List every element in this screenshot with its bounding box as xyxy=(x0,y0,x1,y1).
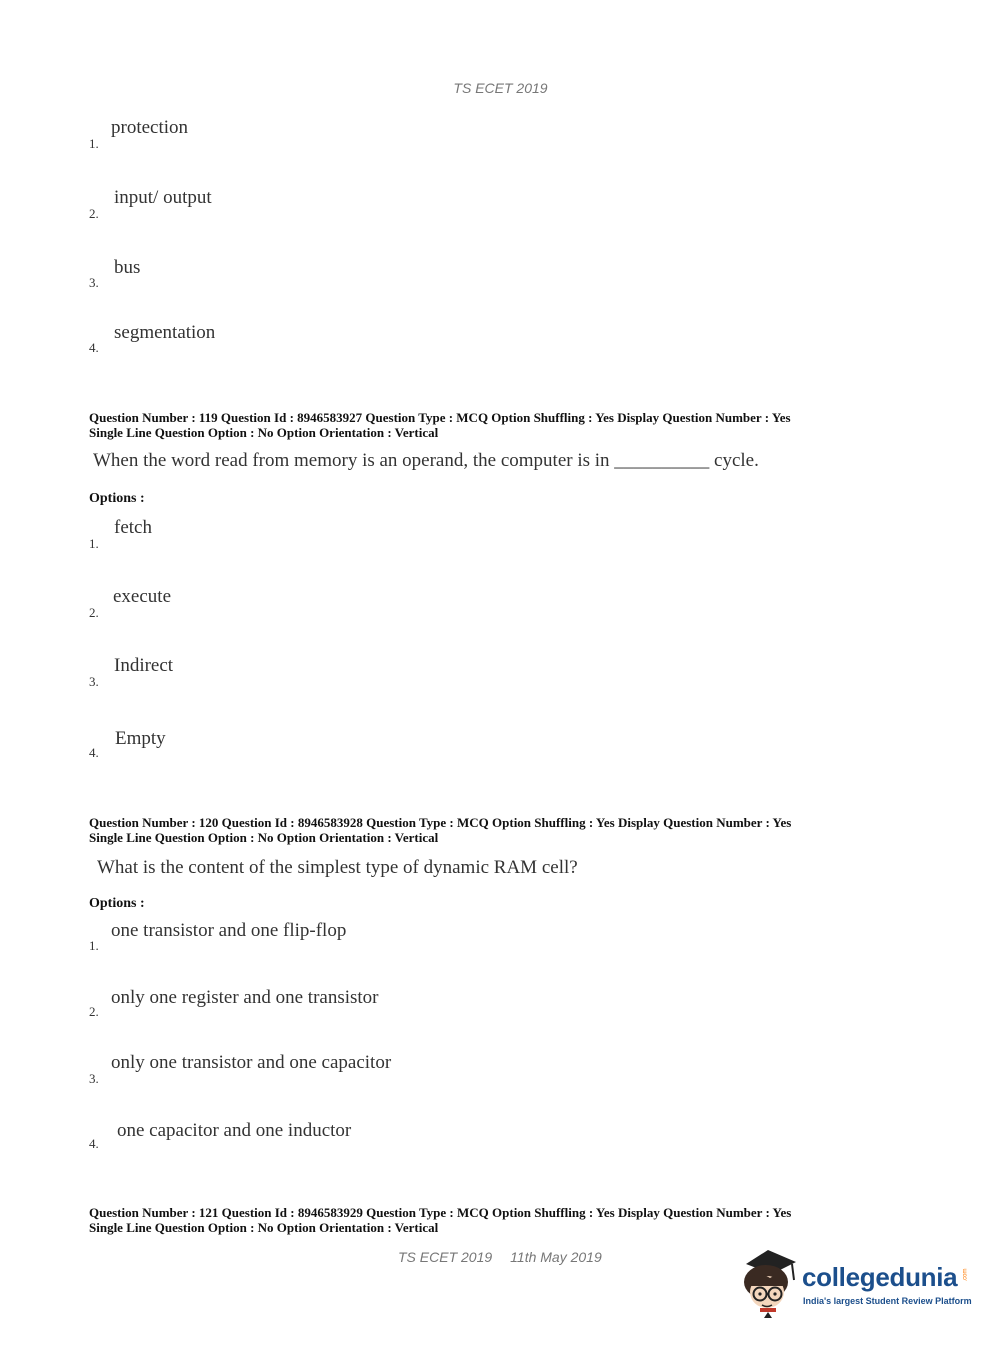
option-number: 1. xyxy=(89,136,99,151)
footer-date: 11th May 2019 xyxy=(510,1249,602,1265)
logo-tagline: India's largest Student Review Platform xyxy=(803,1296,972,1306)
logo-name: collegedunia xyxy=(802,1262,958,1292)
question-meta-line2: Single Line Question Option : No Option Orientation : Vertical xyxy=(89,1220,439,1235)
option-text: bus xyxy=(114,257,141,278)
option-text: segmentation xyxy=(114,322,216,343)
logo-suffix: .com xyxy=(962,1268,969,1282)
option-text: execute xyxy=(113,586,172,607)
page-header-title: TS ECET 2019 xyxy=(453,80,548,96)
question-meta-line2: Single Line Question Option : No Option Orientation : Vertical xyxy=(89,830,439,845)
option-text: only one register and one transistor xyxy=(111,987,379,1008)
option-number: 4. xyxy=(89,340,99,355)
question-meta-line1: Question Number : 120 Question Id : 8946583928 Question Type : MCQ Option Shuffling : Yes Display Question Number : Yes xyxy=(89,815,792,830)
question-meta-line1: Question Number : 121 Question Id : 8946583929 Question Type : MCQ Option Shuffling : Yes Display Question Number : Yes xyxy=(89,1205,792,1220)
option-text: protection xyxy=(111,117,189,138)
option-number: 2. xyxy=(89,1004,99,1019)
option-text: only one transistor and one capacitor xyxy=(111,1052,392,1073)
option-number: 4. xyxy=(89,745,99,760)
option-text: one capacitor and one inductor xyxy=(117,1120,352,1141)
option-number: 2. xyxy=(89,605,99,620)
option-number: 3. xyxy=(89,275,99,290)
options-label: Options : xyxy=(89,491,145,506)
question-meta-line2: Single Line Question Option : No Option Orientation : Vertical xyxy=(89,425,439,440)
option-number: 3. xyxy=(89,1071,99,1086)
option-number: 2. xyxy=(89,206,99,221)
option-number: 1. xyxy=(89,536,99,551)
option-number: 3. xyxy=(89,674,99,689)
option-text: one transistor and one flip-flop xyxy=(111,920,347,941)
question-text: When the word read from memory is an operand, the computer is in __________ cycle. xyxy=(93,450,759,471)
mascot-icon xyxy=(740,1250,802,1320)
option-number: 1. xyxy=(89,938,99,953)
collegedunia-logo xyxy=(740,1250,970,1320)
question-meta-line1: Question Number : 119 Question Id : 8946583927 Question Type : MCQ Option Shuffling : Yes Display Question Number : Yes xyxy=(89,410,791,425)
option-text: Empty xyxy=(115,728,166,749)
footer-exam: TS ECET 2019 xyxy=(398,1249,493,1265)
option-text: Indirect xyxy=(114,655,174,676)
option-number: 4. xyxy=(89,1136,99,1151)
options-label: Options : xyxy=(89,896,145,911)
option-text: fetch xyxy=(114,517,152,538)
page-footer xyxy=(398,1249,602,1265)
question-text: What is the content of the simplest type of dynamic RAM cell? xyxy=(97,857,578,878)
option-text: input/ output xyxy=(114,187,212,208)
